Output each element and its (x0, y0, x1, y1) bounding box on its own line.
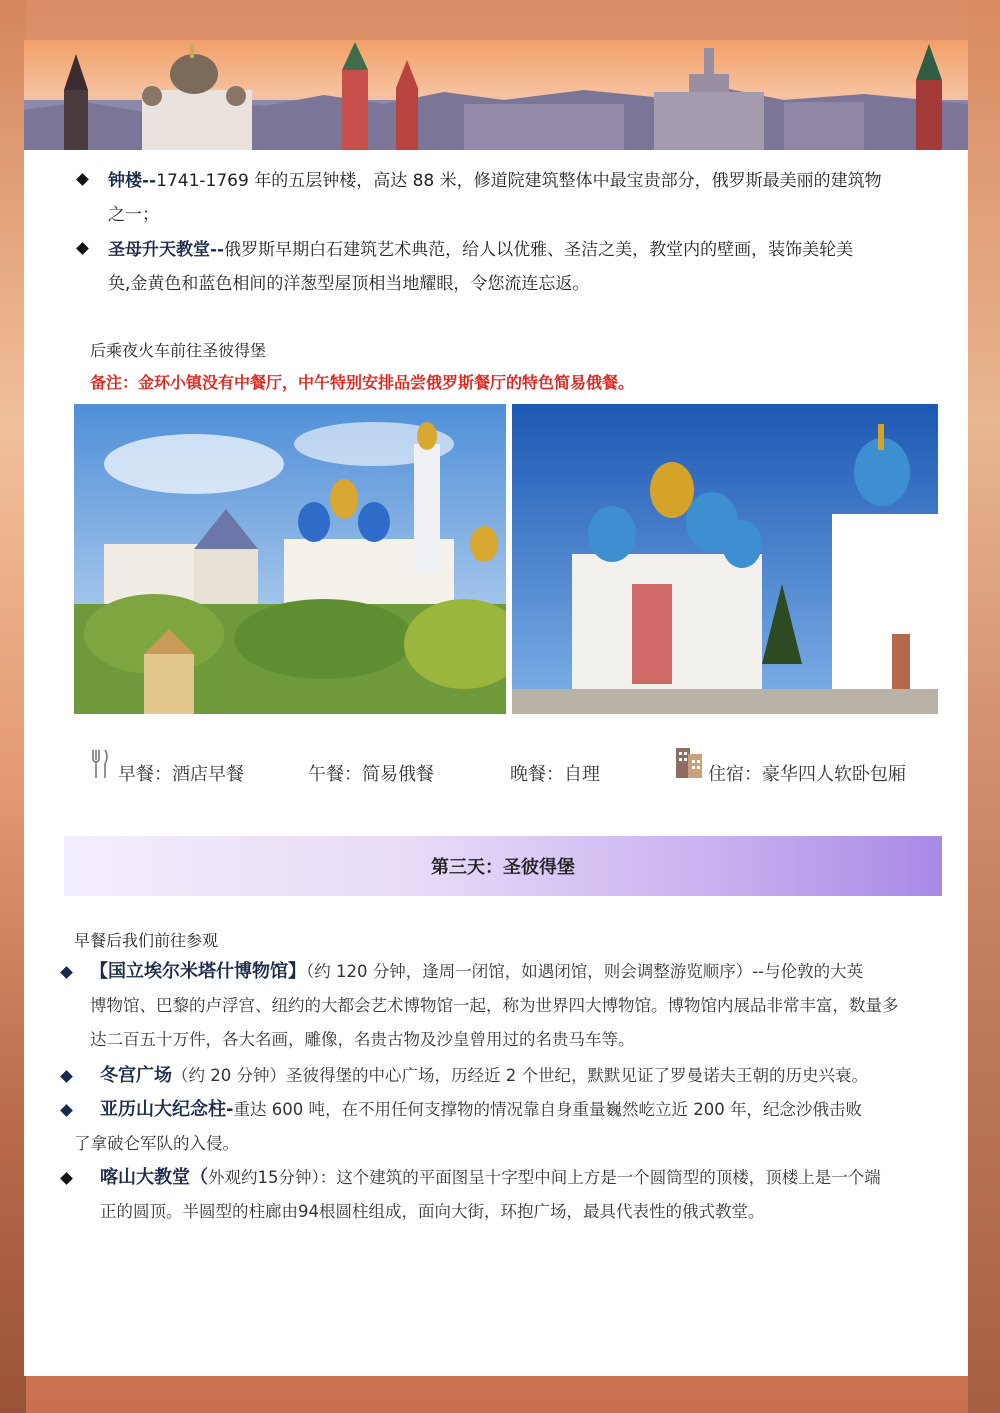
item-title: 圣母升天教堂-- (108, 240, 225, 260)
palace-square-item (100, 1059, 950, 1093)
train-text: 后乘夜火车前往圣彼得堡 (90, 341, 267, 360)
note-text: 备注：金环小镇没有中餐厅，中午特别安排品尝俄罗斯餐厅的特色简易俄餐。 (90, 373, 635, 392)
background-left-strip (0, 0, 26, 1413)
bullet-diamond (60, 1070, 73, 1083)
lodging-label: 住宿：豪华四人软卧包厢 (708, 764, 906, 785)
bullet-diamond (76, 242, 89, 255)
assumption-cathedral-item (108, 233, 948, 301)
item-line: 正的圆顶。半圆型的柱廊由94根圆柱组成，面向大街，环抱广场，最具代表性的俄式教堂。 (100, 1202, 765, 1221)
bullet-diamond (60, 1104, 73, 1117)
item-text-cont: 之一； (108, 205, 159, 225)
item-line: （约 20 分钟）圣彼得堡的中心广场，历经近 2 个世纪，默默见证了罗曼诺夫王朝的历史兴衰。 (172, 1066, 868, 1085)
item-title: 钟楼-- (108, 171, 157, 191)
item-text-cont: 奂,金黄色和蓝色相间的洋葱型屋顶相当地耀眼，令您流连忘返。 (108, 274, 590, 294)
lunch-label: 午餐：简易俄餐 (308, 764, 434, 785)
monastery-photo (74, 404, 506, 714)
background-right-strip (968, 0, 1000, 1413)
bell-tower-item (108, 164, 948, 232)
hermitage-item (90, 955, 950, 1057)
bullet-diamond (76, 173, 89, 186)
item-title: 亚历山大纪念柱- (100, 1099, 234, 1120)
dinner-label: 晚餐：自理 (510, 764, 600, 785)
item-title: 喀山大教堂（ (100, 1167, 208, 1188)
cathedral-photo (512, 404, 938, 714)
item-line: 外观约15分钟）：这个建筑的平面图呈十字型中间上方是一个圆筒型的顶楼，顶楼上是一个端 (208, 1168, 881, 1187)
skyline-banner (24, 40, 968, 150)
hotel-icon (674, 744, 704, 778)
fork-knife-icon (90, 748, 110, 780)
kazan-cathedral-item (100, 1161, 950, 1229)
item-title: 【国立埃尔米塔什博物馆】 (90, 961, 306, 982)
day-title-bar (64, 836, 942, 896)
item-text: 1741-1769 年的五层钟楼，高达 88 米，修道院建筑整体中最宝贵部分，俄罗斯最美丽的建筑物 (156, 171, 882, 191)
item-line: 博物馆、巴黎的卢浮宫、纽约的大都会艺术博物馆一起，称为世界四大博物馆。博物馆内展品非常丰富，数量多 (90, 996, 899, 1015)
item-text: 俄罗斯早期白石建筑艺术典范，给人以优雅、圣洁之美，教堂内的壁画，装饰美轮美 (224, 240, 854, 260)
item-line: 了拿破仑军队的入侵。 (74, 1134, 239, 1153)
item-line: 重达 600 吨，在不用任何支撑物的情况靠自身重量巍然屹立近 200 年，纪念沙俄击败 (233, 1100, 862, 1119)
day-title: 第三天：圣彼得堡 (431, 857, 575, 878)
page (24, 40, 968, 1376)
alexander-column-item (74, 1093, 950, 1161)
item-line: 达二百五十万件，各大名画，雕像，名贵古物及沙皇曾用过的名贵马车等。 (90, 1030, 635, 1049)
breakfast-label: 早餐：酒店早餐 (118, 764, 244, 785)
day-intro: 早餐后我们前往参观 (74, 931, 219, 950)
bullet-diamond (60, 966, 73, 979)
item-line: （约 120 分钟，逢周一闭馆，如遇闭馆，则会调整游览顺序）--与伦敦的大英 (306, 962, 864, 981)
bullet-diamond (60, 1172, 73, 1185)
item-title: 冬宫广场 (100, 1065, 172, 1086)
